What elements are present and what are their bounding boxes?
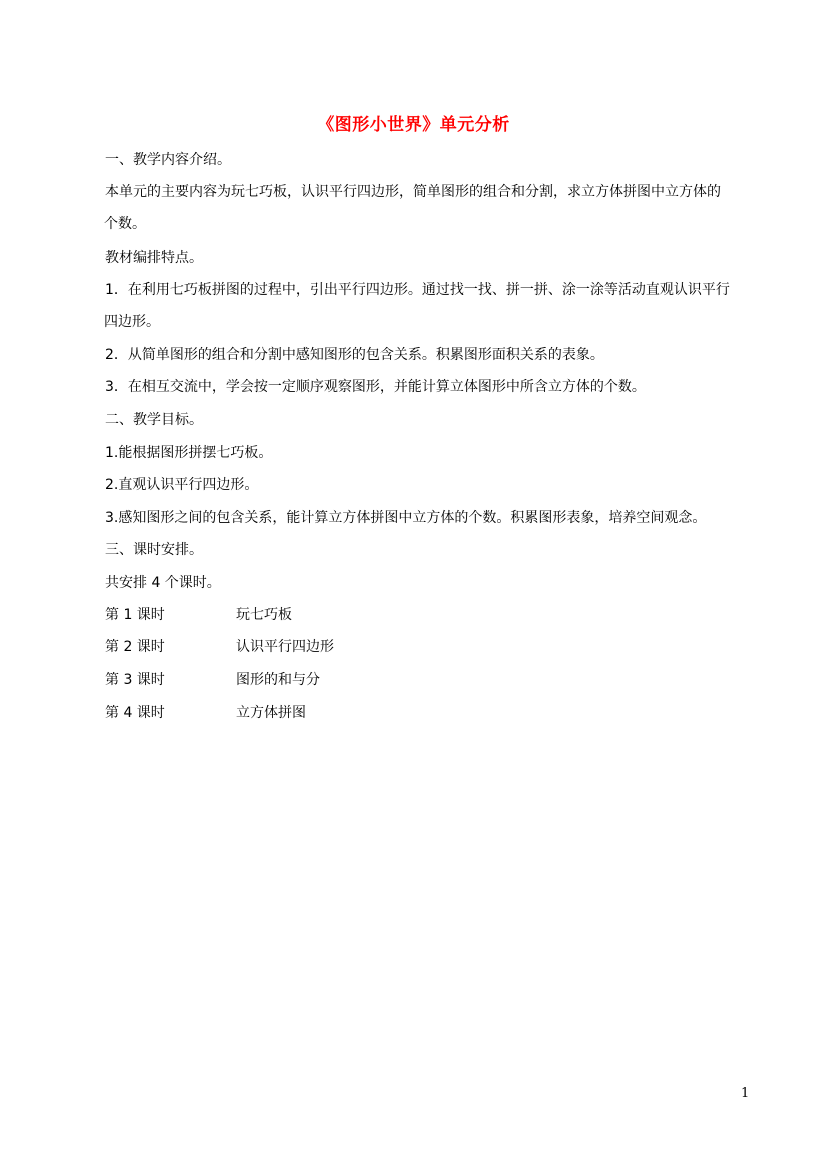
schedule-topic-2: 认识平行四边形 — [236, 639, 334, 655]
feature1-line1: 1．在利用七巧板拼图的过程中，引出平行四边形。通过找一找、拼一拼、涂一涂等活动直观认识平行 — [105, 282, 730, 298]
schedule-label-2: 第 2 课时 — [105, 639, 165, 655]
feature1-line2: 四边形。 — [104, 314, 160, 330]
schedule-topic-1: 玩七巧板 — [236, 607, 292, 623]
goal1: 1.能根据图形拼摆七巧板。 — [105, 445, 273, 461]
feature3: 3．在相互交流中，学会按一定顺序观察图形，并能计算立体图形中所含立方体的个数。 — [105, 379, 646, 395]
schedule-label-3: 第 3 课时 — [105, 672, 165, 688]
schedule-label-4: 第 4 课时 — [105, 705, 165, 721]
section1-heading: 一、教学内容介绍。 — [105, 152, 231, 168]
intro-line1: 本单元的主要内容为玩七巧板，认识平行四边形，简单图形的组合和分割，求立方体拼图中立方体的 — [105, 184, 721, 200]
goal3: 3.感知图形之间的包含关系，能计算立方体拼图中立方体的个数。积累图形表象，培养空间观念。 — [105, 510, 707, 526]
schedule-total: 共安排 4 个课时。 — [105, 575, 221, 591]
section2-heading: 二、教学目标。 — [105, 412, 203, 428]
document-title: 《图形小世界》单元分析 — [317, 115, 510, 135]
schedule-topic-3: 图形的和与分 — [236, 672, 320, 688]
feature2: 2．从简单图形的组合和分割中感知图形的包含关系。积累图形面积关系的表象。 — [105, 347, 604, 363]
section3-heading: 三、课时安排。 — [105, 542, 203, 558]
schedule-label-1: 第 1 课时 — [105, 607, 165, 623]
goal2: 2.直观认识平行四边形。 — [105, 477, 259, 493]
schedule-topic-4: 立方体拼图 — [236, 705, 306, 721]
page-number: 1 — [741, 1086, 750, 1101]
intro-line2: 个数。 — [104, 216, 146, 232]
features-heading: 教材编排特点。 — [105, 250, 203, 266]
